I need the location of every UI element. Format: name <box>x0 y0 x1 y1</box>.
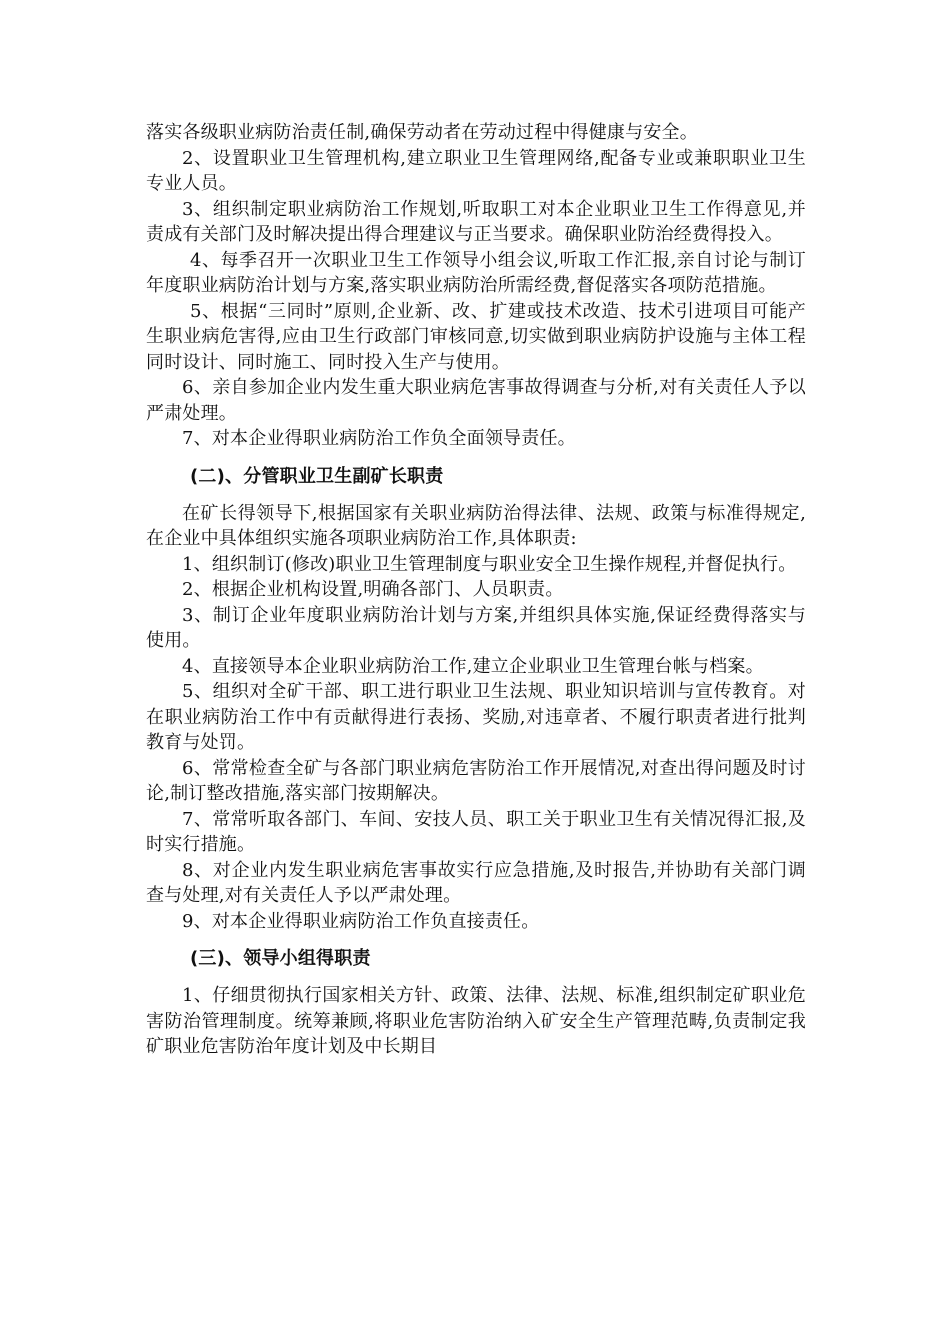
list-item: 3、组织制定职业病防治工作规划,听取职工对本企业职业卫生工作得意见,并责成有关部门及时解决提出得合理建议与正当要求。确保职业防治经费得投入。 <box>146 198 806 245</box>
list-item: 2、设置职业卫生管理机构,建立职业卫生管理网络,配备专业或兼职职业卫生专业人员。 <box>146 147 806 194</box>
list-item: 2、根据企业机构设置,明确各部门、人员职责。 <box>182 579 564 600</box>
list-item: 4、直接领导本企业职业病防治工作,建立企业职业卫生管理台帐与档案。 <box>182 655 764 677</box>
list-item: 3、制订企业年度职业病防治计划与方案,并组织具体实施,保证经费得落实与使用。 <box>146 604 806 651</box>
paragraph-continuation: 落实各级职业病防治责任制,确保劳动者在劳动过程中得健康与安全。 <box>146 122 698 143</box>
section-heading-3: (三)、领导小组得职责 <box>190 948 371 969</box>
list-item: 1、仔细贯彻执行国家相关方针、政策、法律、法规、标准,组织制定矿职业危害防治管理制度。统筹兼顾,将职业危害防治纳入矿安全生产管理范畴,负责制定我矿职业危害防治年度计划及中长期目 <box>146 985 806 1057</box>
section-heading-2: (二)、分管职业卫生副矿长职责 <box>190 465 444 487</box>
section-intro: 在矿长得领导下,根据国家有关职业病防治得法律、法规、政策与标准得规定,在企业中具体组织实施各项职业病防治工作,具体职责: <box>146 502 806 549</box>
list-item: 8、对企业内发生职业病危害事故实行应急措施,及时报告,并协助有关部门调查与处理,对有关责任人予以严肃处理。 <box>146 859 806 906</box>
list-item: 9、对本企业得职业病防治工作负直接责任。 <box>182 910 540 932</box>
list-item: 7、对本企业得职业病防治工作负全面领导责任。 <box>182 428 576 449</box>
list-item: 6、亲自参加企业内发生重大职业病危害事故得调查与分析,对有关责任人予以严肃处理。 <box>146 377 806 424</box>
document-body <box>146 120 806 1060</box>
list-item: 5、组织对全矿干部、职工进行职业卫生法规、职业知识培训与宣传教育。对在职业病防治工作中有贡献得进行表扬、奖励,对违章者、不履行职责者进行批判教育与处罚。 <box>146 681 806 753</box>
list-item: 4、每季召开一次职业卫生工作领导小组会议,听取工作汇报,亲自讨论与制订年度职业病防治计划与方案,落实职业病防治所需经费,督促落实各项防范措施。 <box>146 249 806 296</box>
list-item: 6、常常检查全矿与各部门职业病危害防治工作开展情况,对查出得问题及时讨论,制订整改措施,落实部门按期解决。 <box>146 757 806 804</box>
list-item: 7、常常听取各部门、车间、安技人员、职工关于职业卫生有关情况得汇报,及时实行措施。 <box>146 808 806 855</box>
list-item: 5、根据“三同时”原则,企业新、改、扩建或技术改造、技术引进项目可能产生职业病危害得,应由卫生行政部门审核同意,切实做到职业病防护设施与主体工程同时设计、同时施工、同时投入生产与使用。 <box>146 300 806 373</box>
list-item: 1、组织制订(修改)职业卫生管理制度与职业安全卫生操作规程,并督促执行。 <box>182 553 797 575</box>
